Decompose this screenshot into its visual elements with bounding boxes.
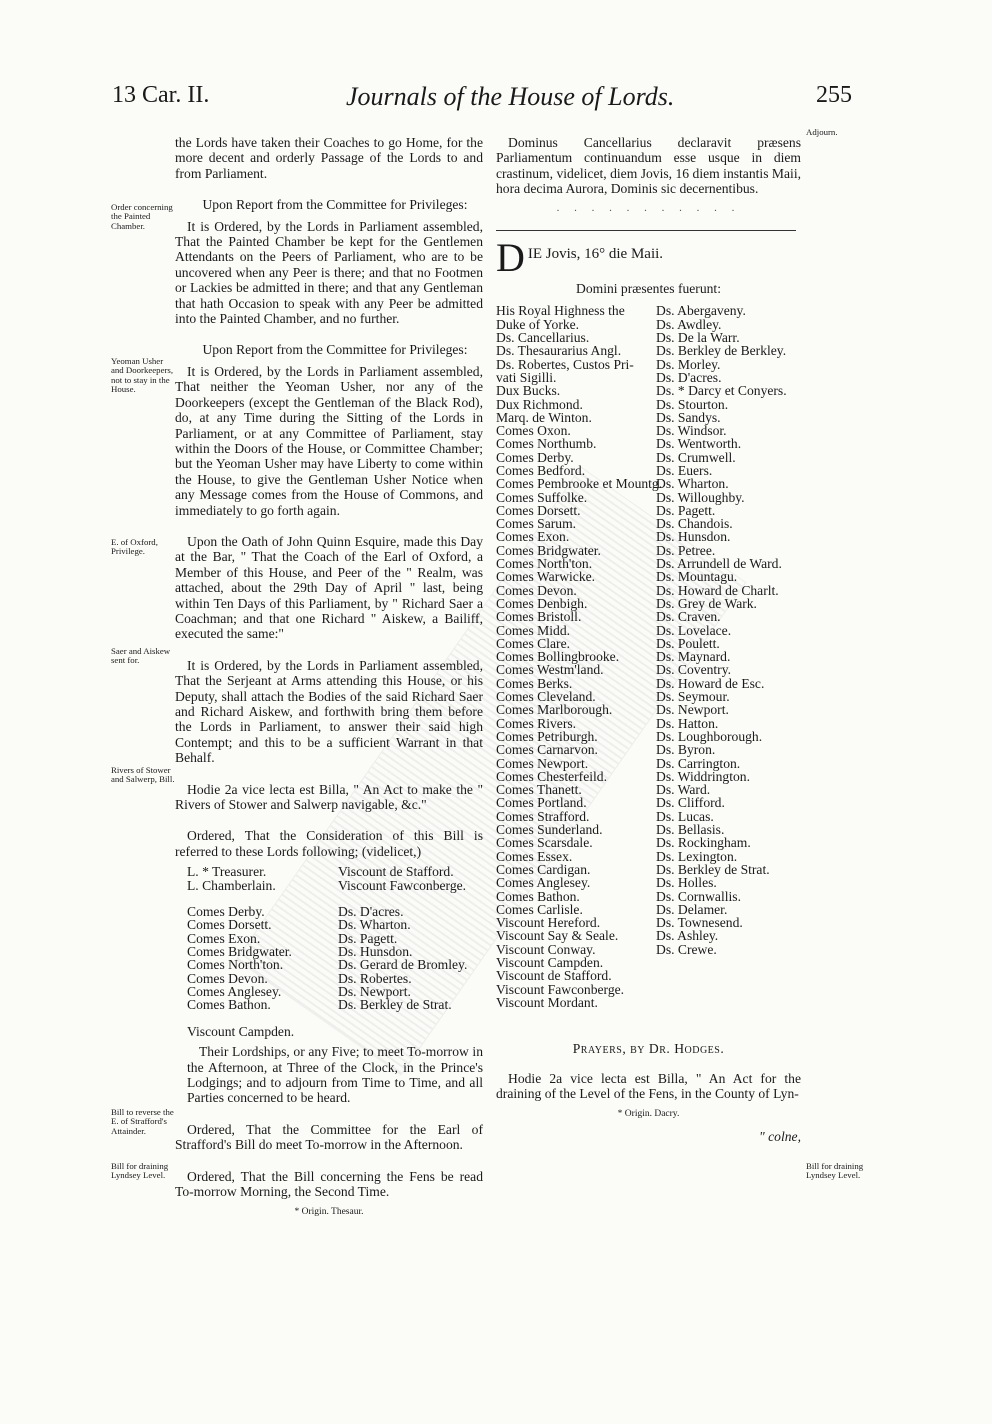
committee-member: Ds. Robertes. (338, 970, 412, 986)
present-member: Viscount Hereford. (496, 915, 601, 931)
present-member: Comes Newport. (496, 755, 589, 771)
committee-member (338, 892, 483, 905)
present-member: Ds. Lexington. (656, 848, 738, 864)
committee-member: Ds. Wharton. (338, 917, 411, 933)
present-member: Comes Sarum. (496, 516, 577, 532)
present-member: Viscount Conway. (496, 941, 596, 957)
present-member: Ds. D'acres. (656, 369, 722, 385)
present-member: Viscount Mordant. (496, 994, 598, 1010)
present-member: Ds. Morley. (656, 356, 721, 372)
committee-member: Comes Derby. (187, 904, 265, 920)
section-lead: Upon Report from the Committee for Privileges: (202, 197, 468, 213)
fens-order: Ordered, That the Bill concerning the Fens be read To-morrow Morning, the Second Time. (175, 1168, 483, 1199)
committee-member (187, 892, 332, 905)
footnote: * Origin. Dacry. (617, 1109, 680, 1120)
present-member: Ds. Pagett. (656, 502, 716, 518)
present-member: Comes Carnarvon. (496, 742, 598, 758)
committee-member: Comes North'ton. (187, 957, 284, 973)
prayers: Prayers, by Dr. Hodges. (572, 1041, 725, 1057)
present-member: Ds. Coventry. (656, 662, 732, 678)
bill-reading: Hodie 2a vice lecta est Billa, " An Act for the draining of the Level of the Fens, in the County of Lyn- (496, 1070, 801, 1101)
present-member: Ds. Abergaveny. (656, 303, 746, 319)
present-member: Ds. Hatton. (656, 715, 719, 731)
committee-member: Ds. Berkley de Strat. (338, 997, 452, 1013)
present-member: Viscount Say & Seale. (496, 928, 619, 944)
present-member: Ds. Stourton. (656, 396, 729, 412)
committee-list-right (338, 865, 483, 1011)
section-body: It is Ordered, by the Lords in Parliament assembled, That the Painted Chamber be kept for the Gentlemen Attendants on the Peers of Parliament, who are to be uncovered when any Peer is there; and that no Footmen or Lackies be admitted in there; and that any Gentleman that hath Occasion to speak with any Peer be admitted into the Painted Chamber, and no further. (175, 218, 483, 327)
present-member: Ds. Clifford. (656, 795, 725, 811)
present-member: Comes Bollingbrooke. (496, 649, 620, 665)
rule (496, 230, 796, 231)
section-body: It is Ordered, by the Lords in Parliament assembled, That neither the Yeoman Usher, nor any of the Doorkeepers (except the Gentleman of the Black Rod), do, at any Time during the Sitting of the Lords in Parliament, or at any Committee of Parliament, stay within the Doors of the House, or Committee Chamber; but the Yeoman Usher may have Liberty to come within the House, to give the Gentleman Usher Notice when any Message comes from the House of Commons, and immediately to go forth again. (175, 363, 483, 518)
present-member: Ds. Windsor. (656, 423, 727, 439)
present-member: Comes Bridgwater. (496, 542, 601, 558)
margin-note: Order concerning the Painted Chamber. (111, 202, 173, 231)
present-member: Ds. Chandois. (656, 516, 733, 532)
present-member: Ds. Loughborough. (656, 728, 763, 744)
committee-member: Comes Dorsett. (187, 917, 272, 933)
committee-member: Ds. Gerard de Bromley. (338, 957, 468, 973)
present-member: Comes Cleveland. (496, 689, 596, 705)
present-member: Ds. Crewe. (656, 941, 717, 957)
margin-note: Bill for draining Lyndsey Level. (806, 1161, 864, 1181)
present-member: Ds. Robertes, Custos Pri- (496, 356, 634, 372)
present-member: Comes Westm'land. (496, 662, 604, 678)
present-heading: Domini præsentes fuerunt: (576, 281, 721, 297)
present-member: Ds. Berkley de Strat. (656, 861, 770, 877)
day-text: IE Jovis, 16° die Maii. (527, 246, 664, 263)
present-member: Ds. Lucas. (656, 808, 714, 824)
present-member: Ds. Carrington. (656, 755, 741, 771)
present-member: Comes Thanett. (496, 782, 582, 798)
present-member: Ds. Cornwallis. (656, 888, 741, 904)
present-member: Ds. Arrundell de Ward. (656, 556, 782, 572)
section-body: It is Ordered, by the Lords in Parliament assembled, That the Serjeant at Arms attending this House, or his Deputy, shall attach the Bodies of the said Richard Saer and Richard Aiskew, and forthwith bring them before the Lords in Parliament, to answer their said high Contempt; and this to be a sufficient Warrant in that Behalf. (175, 657, 483, 766)
present-member: Ds. Mountagu. (656, 569, 738, 585)
present-member: Ds. Ward. (656, 782, 711, 798)
present-member: Viscount Fawconberge. (496, 981, 625, 997)
present-list-left (496, 303, 663, 1010)
present-member: Comes Oxon. (496, 423, 571, 439)
present-member: Ds. Crumwell. (656, 449, 736, 465)
present-member: Ds. Grey de Wark. (656, 595, 757, 611)
present-member: Comes Essex. (496, 848, 573, 864)
committee-member: Ds. Newport. (338, 983, 411, 999)
committee-member: Comes Exon. (187, 930, 261, 946)
margin-note: E. of Oxford, Privilege. (111, 537, 158, 557)
present-member: Dux Bucks. (496, 383, 561, 399)
margin-note: Yeoman Usher and Doorkeepers, not to stay in the House. (111, 356, 174, 395)
present-member: Ds. Holles. (656, 875, 717, 891)
present-member: Comes North'ton. (496, 556, 593, 572)
committee-member: L. Chamberlain. (187, 877, 276, 893)
present-member: Dux Richmond. (496, 396, 583, 412)
present-member: Ds. Euers. (656, 463, 713, 478)
present-member: Ds. Sandys. (656, 409, 721, 425)
present-member: Ds. Bellasis. (656, 822, 725, 838)
opening-paragraph: the Lords have taken their Coaches to go Home, for the more decent and orderly Passage of the Lords to and from Parliament. (175, 135, 483, 181)
present-member: Ds. Delamer. (656, 901, 728, 917)
footnote: * Origin. Thesaur. (294, 1207, 364, 1218)
committee-list-left (187, 865, 332, 1038)
committee-member: Viscount Campden. (187, 1023, 295, 1039)
committee-member: Ds. D'acres. (338, 904, 404, 920)
present-member: Ds. Seymour. (656, 689, 730, 705)
present-member: Ds. Awdley. (656, 316, 722, 332)
present-member: Ds. Thesaurarius Angl. (496, 343, 622, 359)
present-member: Ds. Hunsdon. (656, 529, 731, 545)
present-member: Ds. Widdrington. (656, 768, 750, 784)
header-left: 13 Car. II. (112, 82, 210, 108)
margin-note: Saer and Aiskew sent for. (111, 646, 171, 666)
present-member: Comes Clare. (496, 635, 570, 651)
committee-list (175, 865, 483, 1038)
present-member: Comes Chesterfeild. (496, 768, 607, 784)
present-member: Ds. Berkley de Berkley. (656, 343, 787, 359)
present-member: Comes Petriburgh. (496, 728, 598, 744)
present-member: Comes Suffolke. (496, 489, 588, 505)
present-member: Viscount de Stafford. (496, 968, 612, 984)
margin-note: Bill to reverse the E. of Strafford's Attainder. (111, 1107, 174, 1136)
present-member: Comes Marlborough. (496, 702, 613, 718)
present-member: Ds. De la Warr. (656, 330, 740, 346)
present-member: Ds. Poulett. (656, 635, 720, 651)
present-member: Comes Derby. (496, 449, 574, 465)
left-column (175, 135, 483, 1221)
section-lead: Upon Report from the Committee for Privileges: (202, 342, 468, 358)
present-list (496, 304, 801, 1009)
present-member: Ds. Newport. (656, 702, 729, 718)
committee-member: L. * Treasurer. (187, 864, 267, 880)
committee-member: Ds. Pagett. (338, 930, 398, 946)
present-member: Ds. Townesend. (656, 915, 743, 931)
present-member: Ds. Wharton. (656, 476, 729, 492)
day-heading (496, 239, 801, 275)
present-member: Comes Pembrooke et Mountg. (496, 476, 663, 492)
present-member: Comes Northumb. (496, 436, 597, 452)
separator-dots: . . . . . . . . . . . (556, 201, 741, 214)
present-member: Comes Midd. (496, 622, 571, 638)
present-member: Ds. Maynard. (656, 649, 731, 665)
present-member: Comes Warwicke. (496, 569, 596, 585)
present-member: His Royal Highness the (496, 303, 625, 319)
committee-member: Comes Devon. (187, 970, 268, 986)
present-member: Comes Berks. (496, 675, 573, 691)
margin-note: Rivers of Stower and Salwerp, Bill. (111, 765, 175, 785)
committee-member: Viscount de Stafford. (338, 864, 454, 880)
present-member: Comes Portland. (496, 795, 587, 811)
present-member: Comes Bristoll. (496, 609, 582, 625)
present-member: Comes Exon. (496, 529, 570, 545)
present-member: Comes Dorsett. (496, 502, 581, 518)
present-member: Comes Scarsdale. (496, 835, 593, 851)
present-member: Comes Devon. (496, 582, 577, 598)
committee-member (187, 1012, 332, 1025)
page-number: 255 (816, 82, 852, 108)
drop-cap: D (496, 239, 525, 276)
present-member: Ds. Howard de Charlt. (656, 582, 779, 598)
present-member: Comes Carlisle. (496, 901, 583, 917)
present-member: Comes Strafford. (496, 808, 590, 824)
committee-member: Ds. Hunsdon. (338, 944, 413, 960)
present-member: Ds. Rockingham. (656, 835, 751, 851)
running-title: Journals of the House of Lords. (346, 82, 675, 111)
present-member: Comes Cardigan. (496, 861, 591, 877)
committee-member: Viscount Fawconberge. (338, 877, 467, 893)
present-member: Ds. Wentworth. (656, 436, 742, 452)
present-member: Comes Denbigh. (496, 595, 588, 611)
present-member: Comes Bedford. (496, 463, 586, 478)
present-member: Comes Anglesey. (496, 875, 591, 891)
present-list-right (656, 304, 801, 956)
present-member: Comes Rivers. (496, 715, 577, 731)
present-member: Ds. Willoughby. (656, 489, 745, 505)
strafford-order: Ordered, That the Committee for the Earl of Strafford's Bill do meet To-morrow in the Afternoon. (175, 1121, 483, 1153)
present-member: Ds. * Darcy et Conyers. (656, 383, 787, 399)
margin-note: Bill for draining Lyndsey Level. (111, 1161, 169, 1181)
committee-close: Their Lordships, or any Five; to meet To-morrow in the Afternoon, at Three of the Clock, in the Prince's Lodgings; and to adjourn from Time to Time, and all Parties concerned to be heard. (187, 1044, 483, 1106)
present-member: Ds. Ashley. (656, 928, 719, 944)
committee-member: Comes Bathon. (187, 997, 271, 1013)
present-member: Ds. Petree. (656, 542, 716, 558)
present-member: Ds. Craven. (656, 609, 721, 625)
present-member: Comes Sunderland. (496, 822, 603, 838)
present-member: Ds. Lovelace. (656, 622, 732, 638)
present-member: vati Sigilli. (496, 369, 557, 385)
section-body: Hodie 2a vice lecta est Billa, " An Act to make the " Rivers of Stower and Salwerp navigable, &c." (175, 781, 483, 813)
present-member: Marq. de Winton. (496, 409, 592, 425)
right-column (496, 135, 801, 1144)
committee-intro: Ordered, That the Consideration of this Bill is referred to these Lords following; (videlicet,) (175, 828, 483, 859)
present-member: Ds. Howard de Esc. (656, 675, 765, 691)
adjournment: Dominus Cancellarius declaravit præsens Parliamentum continuandum esse usque in diem crastinum, videlicet, diem Jovis, 16 diem instantis Maii, hora decima Aurora, Dominis sic decernentibus. (496, 135, 801, 197)
present-member: Ds. Cancellarius. (496, 330, 590, 346)
catchword: " colne, (759, 1128, 801, 1144)
margin-note: Adjourn. (806, 127, 838, 137)
section-body: Upon the Oath of John Quinn Esquire, made this Day at the Bar, " That the Coach of the Earl of Oxford, a Member of this House, and Peer of the " Realm, was attached, about the 29th Day of April " last, being within Ten Days of this Parliament, by " Richard Saer a Coachman; and that one Richard " Aiskew, a Bailiff, executed the same:" (175, 533, 483, 642)
committee-member: Comes Anglesey. (187, 983, 282, 999)
committee-member: Comes Bridgwater. (187, 944, 292, 960)
present-member: Comes Bathon. (496, 888, 580, 904)
present-member: Duke of Yorke. (496, 316, 580, 332)
present-member: Viscount Campden. (496, 954, 604, 970)
present-member: Ds. Byron. (656, 742, 716, 758)
